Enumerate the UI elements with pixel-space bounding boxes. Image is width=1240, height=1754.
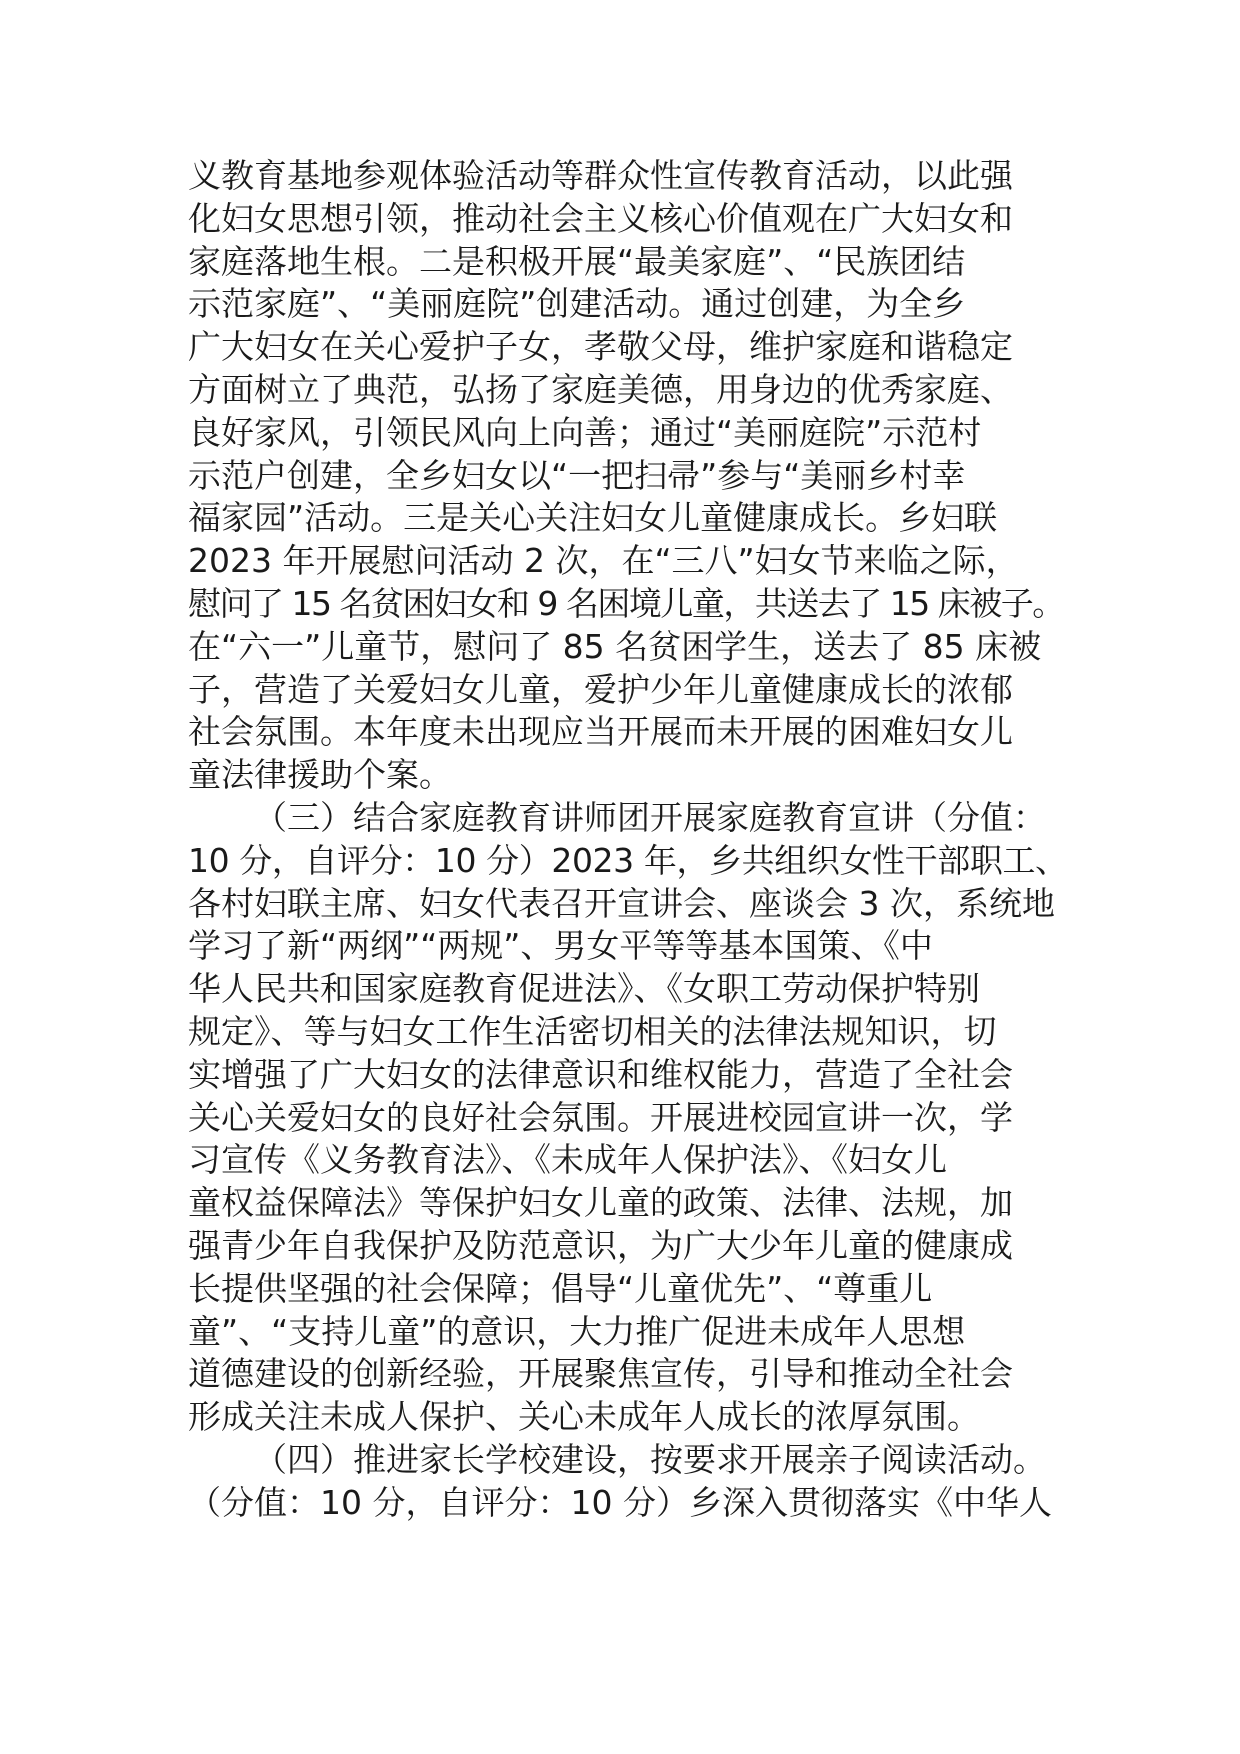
text-line: 在“六一”儿童节，慰问了 85 名贫困学生，送去了 85 床被 (188, 626, 1042, 666)
text-line: 习宣传《义务教育法》、《未成年人保护法》、《妇女儿 (188, 1140, 947, 1180)
text-line: 良好家风，引领民风向上向善；通过“美丽庭院”示范村 (188, 412, 982, 452)
text-line: 子，营造了关爱妇女儿童，爱护少年儿童健康成长的浓郁 (188, 669, 1013, 709)
document-body (188, 155, 1068, 1525)
text-line: 形成关注未成人保护、关心未成年人成长的浓厚氛围。 (188, 1397, 980, 1437)
text-line: 慰问了 15 名贫困妇女和 9 名困境儿童，共送去了 15 床被子。 (188, 583, 1064, 623)
text-line: 广大妇女在关心爱护子女，孝敬父母，维护家庭和谐稳定 (188, 327, 1013, 367)
text-line: 社会氛围。本年度未出现应当开展而未开展的困难妇女儿 (188, 712, 1013, 752)
text-line: 强青少年自我保护及防范意识，为广大少年儿童的健康成 (188, 1225, 1013, 1265)
text-line: 长提供坚强的社会保障；倡导“儿童优先”、“尊重儿 (188, 1268, 933, 1308)
text-line: 道德建设的创新经验，开展聚焦宣传，引导和推动全社会 (188, 1354, 1013, 1394)
text-line: 实增强了广大妇女的法律意识和维权能力，营造了全社会 (188, 1054, 1013, 1094)
text-line: 童”、“支持儿童”的意识，大力推广促进未成年人思想 (188, 1311, 966, 1351)
text-line: 各村妇联主席、妇女代表召开宣讲会、座谈会 3 次，系统地 (188, 883, 1055, 923)
text-line: 规定》、等与妇女工作生活密切相关的法律法规知识，切 (188, 1011, 997, 1051)
text-line: 义教育基地参观体验活动等群众性宣传教育活动，以此强 (188, 156, 1013, 195)
text-line: 童权益保障法》等保护妇女儿童的政策、法律、法规，加 (188, 1183, 1013, 1223)
text-line: （分值：10 分，自评分：10 分）乡深入贯彻落实《中华人 (188, 1482, 1052, 1522)
text-line: 示范户创建，全乡妇女以“一把扫帚”参与“美丽乡村幸 (188, 455, 966, 495)
text-line: 童法律援助个案。 (188, 755, 452, 795)
text-line: 方面树立了典范，弘扬了家庭美德，用身边的优秀家庭、 (188, 369, 1013, 409)
text-line: 学习了新“两纲”“两规”、男女平等等基本国策、《中 (188, 926, 933, 966)
section-heading-3: （三）结合家庭教育讲师团开展家庭教育宣讲（分值： (254, 797, 1046, 837)
text-line: 家庭落地生根。二是积极开展“最美家庭”、“民族团结 (188, 241, 966, 281)
text-line: 华人民共和国家庭教育促进法》、《女职工劳动保护特别 (188, 969, 980, 1009)
section-heading-4: （四）推进家长学校建设，按要求开展亲子阅读活动。 (254, 1439, 1046, 1479)
text-line: 关心关爱妇女的良好社会氛围。开展进校园宣讲一次，学 (188, 1097, 1013, 1137)
text-line: 化妇女思想引领，推动社会主义核心价值观在广大妇女和 (188, 198, 1013, 238)
text-line: 福家园”活动。三是关心关注妇女儿童健康成长。乡妇联 (188, 498, 998, 538)
text-line: 2023 年开展慰问活动 2 次，在“三八”妇女节来临之际， (188, 541, 1019, 581)
text-line: 示范家庭”、“美丽庭院”创建活动。通过创建，为全乡 (188, 284, 966, 324)
text-line: 10 分，自评分：10 分）2023 年，乡共组织女性干部职工、 (188, 840, 1068, 880)
